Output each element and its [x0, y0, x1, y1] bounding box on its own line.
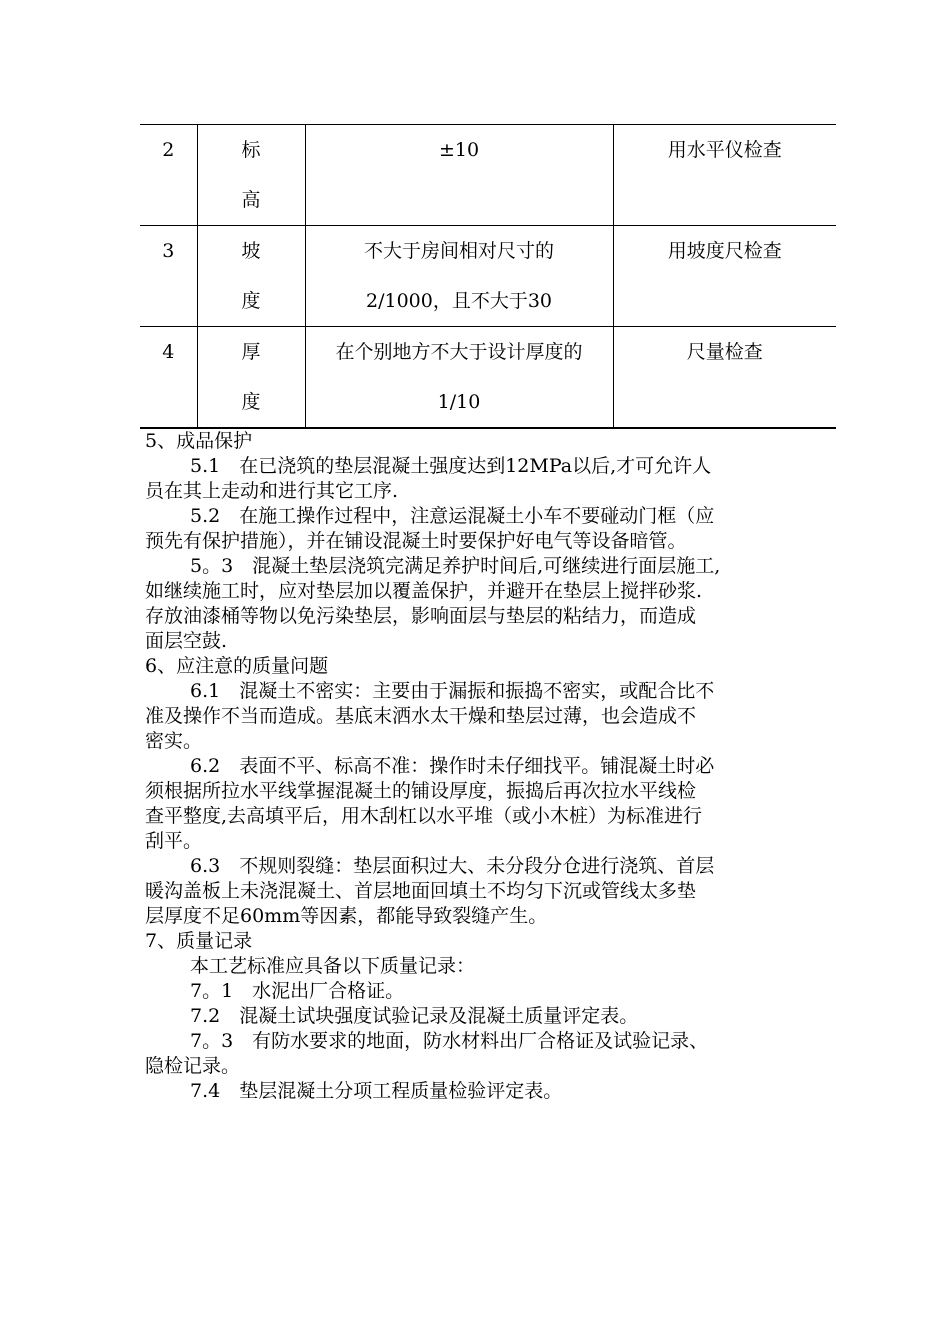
paragraph-line: 暖沟盖板上未浇混凝土、首层地面回填土不均匀下沉或管线太多垫	[145, 880, 697, 902]
paragraph-line: 刮平。	[145, 830, 203, 852]
item-name: 坡 度	[197, 226, 305, 327]
paragraph-line: 预先有保护措施），并在铺设混凝土时要保护好电气等设备暗管。	[145, 530, 687, 552]
row-number: 4	[162, 341, 175, 363]
inspection-method: 尺量检查	[613, 327, 836, 429]
row-number: 3	[162, 240, 175, 262]
paragraph-line: 面层空鼓.	[145, 630, 228, 652]
paragraph-line: 员在其上走动和进行其它工序.	[145, 480, 399, 502]
paragraph	[145, 1030, 817, 1080]
paragraph-line: 层厚度不足60mm等因素，都能导致裂缝产生。	[145, 905, 548, 927]
tolerance-value: ±10	[305, 125, 613, 226]
paragraph-line: 5.2 在施工操作过程中，注意运混凝土小车不要碰动门框（应	[190, 505, 715, 527]
inspection-method: 用水平仪检查	[613, 125, 836, 226]
paragraph-line: 准及操作不当而造成。基底末洒水太干燥和垫层过薄，也会造成不	[145, 705, 697, 727]
paragraph-line: 本工艺标准应具备以下质量记录：	[190, 955, 476, 977]
paragraph-line: 5.1 在已浇筑的垫层混凝土强度达到12MPa以后,才可允许人	[190, 455, 712, 477]
paragraph	[145, 1080, 817, 1105]
paragraph-line: 7.4 垫层混凝土分项工程质量检验评定表。	[190, 1080, 563, 1102]
tolerance-value: 在个别地方不大于设计厚度的 1/10	[305, 327, 613, 429]
paragraph-line: 7.2 混凝土试块强度试验记录及混凝土质量评定表。	[190, 1005, 639, 1027]
table-row	[140, 226, 836, 327]
table-row	[140, 327, 836, 429]
paragraph-line: 6.1 混凝土不密实：主要由于漏振和振捣不密实，或配合比不	[190, 680, 715, 702]
paragraph	[145, 955, 817, 980]
paragraph	[145, 980, 817, 1005]
paragraph	[145, 1005, 817, 1030]
section-heading: 5、成品保护	[145, 430, 253, 452]
paragraph	[145, 755, 817, 855]
paragraph-line: 密实。	[145, 730, 203, 752]
tolerance-table	[140, 124, 836, 429]
paragraph-line: 7。1 水泥出厂合格证。	[190, 980, 405, 1002]
paragraph-line: 存放油漆桶等物以免污染垫层，影响面层与垫层的粘结力，而造成	[145, 605, 697, 627]
paragraph	[145, 680, 817, 755]
paragraph-line: 查平整度,去高填平后，用木刮杠以水平堆（或小木桩）为标准进行	[145, 805, 703, 827]
paragraph	[145, 855, 817, 930]
tolerance-value: 不大于房间相对尺寸的 2/1000，且不大于30	[305, 226, 613, 327]
inspection-method: 用坡度尺检查	[613, 226, 836, 327]
paragraph-line: 须根据所拉水平线掌握混凝土的铺设厚度，振捣后再次拉水平线检	[145, 780, 697, 802]
section-heading: 6、应注意的质量问题	[145, 655, 329, 677]
paragraph-line: 如继续施工时，应对垫层加以覆盖保护，并避开在垫层上搅拌砂浆.	[145, 580, 703, 602]
item-name: 标 高	[197, 125, 305, 226]
paragraph	[145, 555, 817, 655]
paragraph-line: 6.2 表面不平、标高不准：操作时未仔细找平。铺混凝土时必	[190, 755, 715, 777]
table-row	[140, 125, 836, 226]
paragraph-line: 隐检记录。	[145, 1055, 241, 1077]
paragraph-line: 7。3 有防水要求的地面，防水材料出厂合格证及试验记录、	[190, 1030, 709, 1052]
section-heading: 7、质量记录	[145, 930, 253, 952]
row-number: 2	[162, 139, 175, 161]
paragraph	[145, 455, 817, 505]
paragraph-line: 6.3 不规则裂缝：垫层面积过大、未分段分仓进行浇筑、首层	[190, 855, 715, 877]
paragraph	[145, 505, 817, 555]
paragraph-line: 5。3 混凝土垫层浇筑完满足养护时间后,可继续进行面层施工,	[190, 555, 721, 577]
item-name: 厚 度	[197, 327, 305, 429]
